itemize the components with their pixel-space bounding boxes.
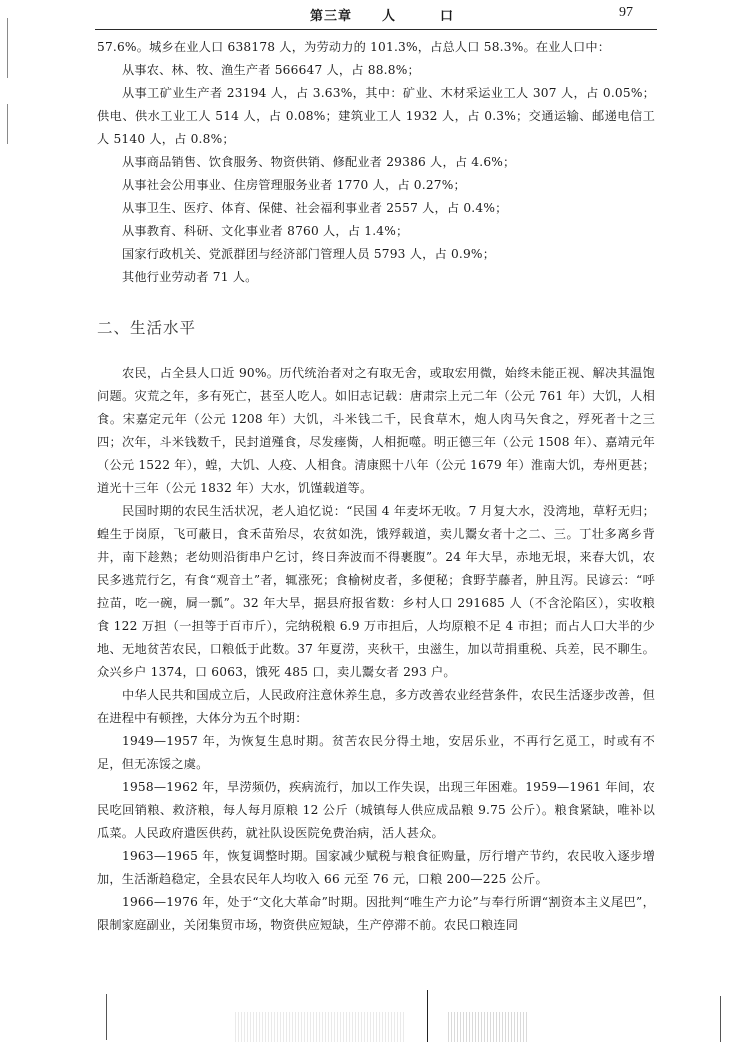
scan-noise [448, 1012, 528, 1042]
body-paragraph: 农民，占全县人口近 90%。历代统治者对之有取无舍，或取宏用微，始终未能正视、解决其温饱问题。灾荒之年，多有死亡，甚至人吃人。如旧志记载：唐肃宗上元二年（公元 761 年）大饥，人相食。宋嘉定元年（公元 1208 年）大饥，斗米钱二千，民食草木，炮人肉马矢食之，殍死者十之三四；次年，斗米钱数千，民封道殣食，尽发瘗胔，人相扼噬。明正德三年（公元 1508 年）、嘉靖元年（公元 1522 年），蝗，大饥、人疫、人相食。清康熙十八年（公元 1679 年）淮南大饥，寿州更甚；道光十三年（公元 1832 年）大水，饥馑载道等。 [97, 366, 655, 495]
page-number: 97 [619, 5, 633, 20]
scan-line [427, 990, 428, 1042]
body-paragraph: 1949—1957 年，为恢复生息时期。贫苦农民分得土地，安居乐业，不再行乞觅工，时或有不足，但无冻馁之虞。 [97, 734, 655, 771]
scan-noise [235, 1012, 405, 1042]
body-paragraph: 民国时期的农民生活状况，老人追忆说：“民国 4 年麦坏无收。7 月复大水，没湾地，草籽无归；蝗生于岗原，飞可蔽日，食禾苗殆尽，农贫如洗，饿殍载道，卖儿鬻女者十之二、三。丁壮多离乡背井，南下趁熟；老幼则沿街串户乞讨，终日奔波而不得裹腹”。24 年大旱，赤地无垠，来春大饥，农民多逃荒行乞，有食“观音土”者，辄涨死；食榆树皮者，多便秘；食野芋藤者，肿且泻。民谚云：“呼拉苗，吃一碗，屙一瓢”。32 年大旱，据县府报省数：乡村人口 291685 人（不含沦陷区），实收粮食 122 万担（一担等于百市斤），完纳税粮 6.9 万市担后，人均原粮不足 4 市担；而占人口大半的少地、无地贫苦农民，口粮低于此数。37 年夏涝，夹秋干，虫滋生，加以苛捐重税、兵差，民不聊生。众兴乡户 1374，口 6063，饿死 485 口，卖儿鬻女者 293 户。 [97, 504, 655, 679]
chapter-label: 第三章 [309, 9, 352, 24]
employment-item: 国家行政机关、党派群团与经济部门管理人员 5793 人，占 0.9%； [122, 247, 496, 261]
employment-list [97, 59, 655, 289]
employment-intro: 57.6%。城乡在业人口 638178 人，为劳动力的 101.3%，占总人口 58.3%。在业人口中： [97, 40, 611, 54]
employment-item: 从事商品销售、饮食服务、物资供销、修配业者 29386 人，占 4.6%； [122, 155, 516, 169]
employment-item: 从事卫生、医疗、体育、保健、社会福利事业者 2557 人，占 0.4%； [122, 201, 508, 215]
header-rule [95, 29, 657, 30]
scan-edge-mark [7, 104, 8, 144]
chapter-title-part-1: 人 [381, 9, 396, 24]
body-paragraph: 中华人民共和国成立后，人民政府注意休养生息，多方改善农业经营条件，农民生活逐步改善，但在进程中有顿挫，大体分为五个时期： [97, 688, 655, 725]
chapter-title-part-2: 口 [440, 9, 455, 24]
chapter-title [95, 5, 657, 24]
scan-edge-mark [7, 18, 8, 78]
page-body [97, 36, 655, 937]
scan-line [720, 996, 721, 1042]
section-heading: 二、生活水平 [97, 319, 197, 337]
employment-item: 从事工矿业生产者 23194 人，占 3.63%，其中：矿业、木材采运业工人 307 人，占 0.05%；供电、供水工业工人 514 人，占 0.08%；建筑业工人 1932 人，占 0.3%；交通运输、邮递电信工人 5140 人，占 0.8%； [97, 86, 655, 146]
scan-artifacts [0, 990, 747, 1046]
body-paragraph: 1966—1976 年，处于“文化大革命”时期。因批判“唯生产力论”与奉行所谓“割资本主义尾巴”，限制家庭副业，关闭集贸市场，物资供应短缺，生产停滞不前。农民口粮连同 [97, 895, 655, 932]
employment-item: 其他行业劳动者 71 人。 [122, 270, 258, 284]
body-paragraph: 1963—1965 年，恢复调整时期。国家减少赋税与粮食征购量，厉行增产节约，农民收入逐步增加，生活渐趋稳定，全县农民年人均收入 66 元至 76 元，口粮 200—225 公斤。 [97, 849, 655, 886]
scan-line [106, 994, 107, 1040]
employment-item: 从事教育、科研、文化事业者 8760 人，占 1.4%； [122, 224, 409, 238]
employment-item: 从事农、林、牧、渔生产者 566647 人，占 88.8%； [122, 63, 420, 77]
employment-item: 从事社会公用事业、住房管理服务业者 1770 人，占 0.27%； [122, 178, 466, 192]
running-header [95, 0, 657, 32]
body-paragraph: 1958—1962 年，旱涝频仍，疾病流行，加以工作失误，出现三年困难。1959—1961 年间，农民吃回销粮、救济粮，每人每月原粮 12 公斤（城镇每人供应成品粮 9.75 公斤）。粮食紧缺，唯补以瓜菜。人民政府遣医供药，就社队设医院免费治病，活人甚众。 [97, 780, 655, 840]
